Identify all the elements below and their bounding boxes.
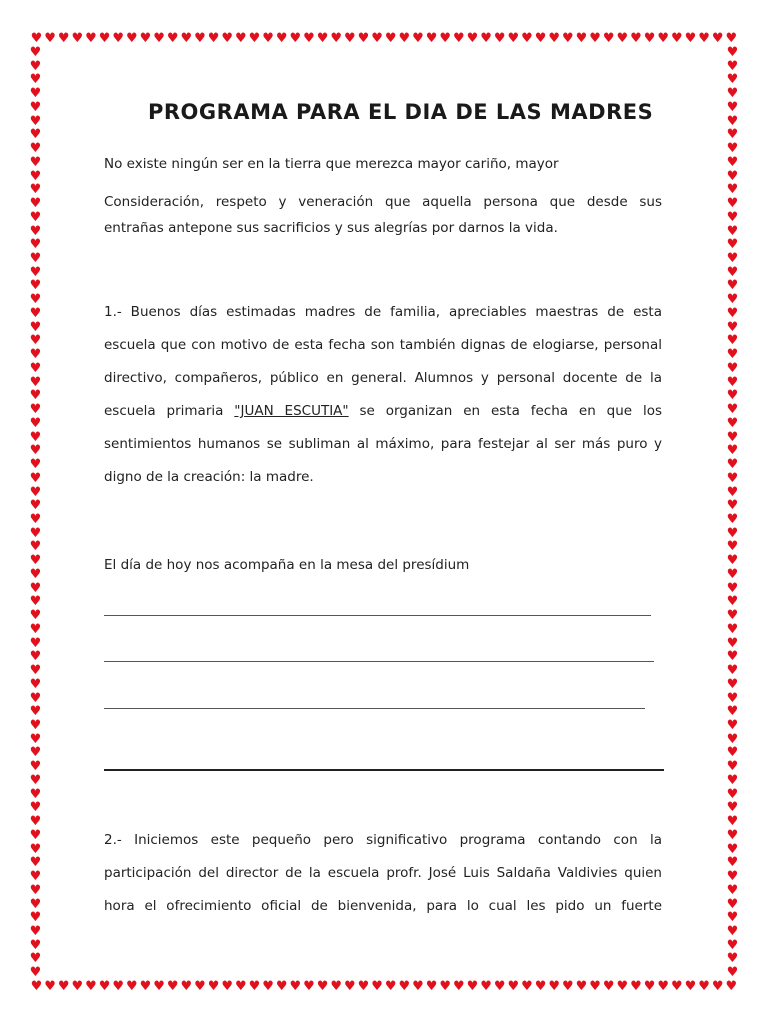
heart-icon: ♥ [575, 31, 588, 46]
p1-line-4-start: escuela primaria [104, 403, 235, 419]
heart-icon: ♥ [29, 113, 42, 129]
heart-icon: ♥ [29, 717, 42, 733]
blank-line-3 [104, 708, 645, 709]
presidium-text: El día de hoy nos acompaña en la mesa del presídium [104, 557, 470, 573]
heart-icon: ♥ [44, 979, 56, 994]
heart-icon: ♥ [29, 690, 42, 706]
heart-icon: ♥ [534, 31, 547, 46]
heart-icon: ♥ [726, 209, 739, 225]
heart-icon: ♥ [330, 979, 343, 994]
heart-icon: ♥ [29, 278, 42, 294]
heart-icon: ♥ [726, 635, 739, 651]
heart-icon: ♥ [289, 979, 302, 994]
heart-icon: ♥ [698, 31, 710, 46]
heart-icon: ♥ [29, 882, 42, 898]
heart-icon: ♥ [726, 223, 739, 239]
heart-icon: ♥ [207, 979, 220, 994]
heart-icon: ♥ [262, 31, 274, 46]
heart-icon: ♥ [57, 979, 70, 994]
heart-icon: ♥ [29, 443, 42, 459]
intro-paragraph [104, 189, 662, 241]
heart-icon: ♥ [29, 511, 42, 527]
p1-line-6: digno de la creación: la madre. [104, 469, 314, 485]
heart-border-top [30, 32, 738, 46]
heart-icon: ♥ [29, 484, 42, 500]
heart-icon: ♥ [493, 979, 506, 994]
heart-icon: ♥ [29, 676, 42, 692]
heart-icon: ♥ [589, 979, 601, 994]
heart-icon: ♥ [194, 979, 206, 994]
heart-icon: ♥ [412, 31, 424, 46]
heart-icon: ♥ [726, 154, 739, 170]
heart-icon: ♥ [726, 484, 739, 500]
heart-icon: ♥ [29, 457, 42, 473]
heart-icon: ♥ [29, 759, 42, 775]
heart-icon: ♥ [330, 31, 343, 46]
heart-icon: ♥ [29, 168, 42, 184]
heart-icon: ♥ [725, 31, 738, 46]
heart-icon: ♥ [207, 31, 220, 46]
heart-icon: ♥ [657, 979, 670, 994]
heart-icon: ♥ [493, 31, 506, 46]
school-name: "JUAN ESCUTIA" [234, 403, 349, 419]
heart-icon: ♥ [698, 979, 710, 994]
heart-icon: ♥ [29, 209, 42, 225]
heart-border-bottom [30, 980, 738, 994]
heart-icon: ♥ [384, 31, 397, 46]
heart-icon: ♥ [303, 31, 315, 46]
heart-icon: ♥ [726, 347, 739, 363]
heart-icon: ♥ [507, 979, 520, 994]
heart-icon: ♥ [726, 759, 739, 775]
heart-icon: ♥ [507, 31, 520, 46]
heart-icon: ♥ [439, 979, 452, 994]
heart-icon: ♥ [384, 979, 397, 994]
heart-icon: ♥ [262, 979, 274, 994]
heart-icon: ♥ [29, 855, 42, 871]
heart-icon: ♥ [71, 979, 84, 994]
heart-icon: ♥ [425, 979, 438, 994]
heart-icon: ♥ [726, 566, 739, 582]
heart-icon: ♥ [29, 539, 42, 555]
heart-icon: ♥ [29, 745, 42, 761]
heart-icon: ♥ [289, 31, 302, 46]
heart-icon: ♥ [29, 72, 42, 88]
heart-icon: ♥ [29, 415, 42, 431]
p2-line-3: hora el ofrecimiento oficial de bienvenida, para lo cual les pido un fuerte [104, 898, 662, 914]
heart-icon: ♥ [726, 196, 739, 212]
heart-icon: ♥ [221, 31, 234, 46]
intro-line-1: No existe ningún ser en la tierra que merezca mayor cariño, mayor [104, 156, 559, 172]
heart-icon: ♥ [548, 979, 561, 994]
heart-icon: ♥ [726, 951, 739, 967]
heart-icon: ♥ [657, 31, 670, 46]
heart-icon: ♥ [602, 979, 615, 994]
heart-icon: ♥ [139, 31, 152, 46]
heart-icon: ♥ [57, 31, 70, 46]
heart-icon: ♥ [726, 264, 739, 280]
heart-icon: ♥ [29, 388, 42, 404]
heart-icon: ♥ [726, 388, 739, 404]
heart-icon: ♥ [726, 800, 739, 816]
heart-icon: ♥ [29, 223, 42, 239]
heart-icon: ♥ [562, 31, 574, 46]
heart-icon: ♥ [357, 31, 370, 46]
heart-icon: ♥ [29, 360, 42, 376]
heart-icon: ♥ [412, 979, 424, 994]
heart-icon: ♥ [316, 31, 329, 46]
heart-icon: ♥ [29, 264, 42, 280]
heart-icon: ♥ [71, 31, 84, 46]
heart-icon: ♥ [534, 979, 547, 994]
heart-icon: ♥ [29, 154, 42, 170]
heart-icon: ♥ [453, 31, 465, 46]
heart-icon: ♥ [29, 663, 42, 679]
heart-icon: ♥ [726, 772, 739, 788]
heart-icon: ♥ [726, 553, 739, 569]
heart-icon: ♥ [29, 374, 42, 390]
heart-icon: ♥ [371, 31, 383, 46]
heart-icon: ♥ [480, 979, 492, 994]
p1-line-2: escuela que con motivo de esta fecha son también dignas de elogiarse, personal [104, 337, 662, 353]
heart-icon: ♥ [643, 979, 656, 994]
heart-icon: ♥ [548, 31, 561, 46]
document-title: PROGRAMA PARA EL DIA DE LAS MADRES [148, 100, 654, 124]
heart-icon: ♥ [726, 72, 739, 88]
heart-icon: ♥ [29, 580, 42, 596]
heart-icon: ♥ [726, 676, 739, 692]
heart-icon: ♥ [726, 663, 739, 679]
heart-icon: ♥ [29, 965, 42, 981]
heart-icon: ♥ [726, 924, 739, 939]
heart-icon: ♥ [726, 649, 739, 665]
heart-icon: ♥ [726, 786, 739, 802]
heart-icon: ♥ [29, 58, 42, 74]
heart-icon: ♥ [235, 979, 247, 994]
heart-icon: ♥ [726, 86, 739, 102]
heart-icon: ♥ [726, 374, 739, 390]
p2-line-1: 2.- Iniciemos este pequeño pero significativo programa contando con la [104, 832, 662, 848]
heart-icon: ♥ [29, 608, 42, 624]
heart-icon: ♥ [602, 31, 615, 46]
heart-icon: ♥ [726, 814, 739, 830]
heart-icon: ♥ [29, 566, 42, 582]
heart-icon: ♥ [589, 31, 601, 46]
heart-icon: ♥ [303, 979, 315, 994]
heart-icon: ♥ [221, 979, 234, 994]
heart-icon: ♥ [684, 979, 697, 994]
heart-icon: ♥ [139, 979, 152, 994]
heart-icon: ♥ [29, 649, 42, 665]
heart-icon: ♥ [29, 621, 42, 637]
heart-icon: ♥ [29, 827, 42, 843]
heart-icon: ♥ [30, 979, 43, 994]
heart-icon: ♥ [726, 127, 739, 143]
heart-icon: ♥ [29, 800, 42, 816]
heart-icon: ♥ [29, 553, 42, 569]
heart-icon: ♥ [726, 415, 739, 431]
heart-icon: ♥ [98, 31, 111, 46]
p1-line-5: sentimientos humanos se subliman al máximo, para festejar al ser más puro y [104, 436, 662, 452]
heart-icon: ♥ [726, 182, 739, 198]
heart-icon: ♥ [357, 979, 370, 994]
heart-icon: ♥ [29, 237, 42, 253]
heart-icon: ♥ [398, 31, 411, 46]
heart-icon: ♥ [684, 31, 697, 46]
heart-icon: ♥ [153, 31, 165, 46]
p1-line-4-end: se organizan en esta fecha en que los [348, 403, 662, 419]
heart-icon: ♥ [726, 58, 739, 74]
heart-icon: ♥ [726, 45, 739, 60]
heart-icon: ♥ [29, 937, 42, 953]
heart-icon: ♥ [85, 979, 97, 994]
heart-icon: ♥ [44, 31, 56, 46]
heart-icon: ♥ [98, 979, 111, 994]
heart-icon: ♥ [153, 979, 165, 994]
heart-icon: ♥ [166, 979, 179, 994]
heart-icon: ♥ [248, 31, 261, 46]
heart-icon: ♥ [726, 965, 739, 981]
heart-icon: ♥ [248, 979, 261, 994]
heart-icon: ♥ [726, 402, 739, 418]
heart-icon: ♥ [726, 168, 739, 184]
p1-line-1: 1.- Buenos días estimadas madres de familia, apreciables maestras de esta [104, 304, 662, 320]
heart-icon: ♥ [29, 305, 42, 321]
p2-line-2: participación del director de la escuela profr. José Luis Saldaña Valdivies quien [104, 865, 662, 881]
heart-icon: ♥ [726, 292, 739, 308]
heart-icon: ♥ [29, 704, 42, 720]
heart-icon: ♥ [726, 319, 739, 335]
heart-icon: ♥ [29, 251, 42, 267]
heart-icon: ♥ [726, 251, 739, 267]
heart-icon: ♥ [126, 979, 138, 994]
heart-icon: ♥ [726, 99, 739, 115]
heart-icon: ♥ [466, 979, 479, 994]
heart-icon: ♥ [480, 31, 492, 46]
heart-icon: ♥ [29, 869, 42, 885]
heart-icon: ♥ [726, 937, 739, 953]
heart-icon: ♥ [29, 196, 42, 212]
heart-icon: ♥ [466, 31, 479, 46]
heart-icon: ♥ [726, 621, 739, 637]
heart-icon: ♥ [29, 141, 42, 157]
intro-line-2: Consideración, respeto y veneración que aquella persona que desde sus [104, 194, 662, 210]
heart-icon: ♥ [29, 333, 42, 349]
blank-line-2 [104, 661, 654, 662]
heart-icon: ♥ [344, 31, 356, 46]
heart-icon: ♥ [29, 347, 42, 363]
p1-line-3: directivo, compañeros, público en general. Alumnos y personal docente de la [104, 370, 662, 386]
heart-icon: ♥ [29, 99, 42, 115]
heart-icon: ♥ [726, 896, 739, 912]
heart-icon: ♥ [29, 594, 42, 610]
heart-icon: ♥ [726, 237, 739, 253]
heart-icon: ♥ [29, 86, 42, 102]
heart-icon: ♥ [521, 979, 533, 994]
heart-icon: ♥ [711, 31, 724, 46]
heart-icon: ♥ [726, 278, 739, 294]
heart-icon: ♥ [29, 772, 42, 788]
heart-icon: ♥ [29, 951, 42, 967]
heart-icon: ♥ [29, 182, 42, 198]
heart-icon: ♥ [726, 457, 739, 473]
heart-icon: ♥ [29, 429, 42, 445]
heart-icon: ♥ [126, 31, 138, 46]
heart-icon: ♥ [726, 841, 739, 857]
heart-icon: ♥ [643, 31, 656, 46]
heart-icon: ♥ [29, 841, 42, 857]
heart-icon: ♥ [726, 910, 739, 926]
heart-icon: ♥ [29, 896, 42, 912]
heart-icon: ♥ [671, 31, 683, 46]
heart-icon: ♥ [726, 745, 739, 761]
paragraph-2 [104, 824, 662, 923]
heart-icon: ♥ [398, 979, 411, 994]
blank-line-4 [104, 769, 664, 771]
heart-icon: ♥ [726, 690, 739, 706]
heart-icon: ♥ [453, 979, 465, 994]
heart-icon: ♥ [344, 979, 356, 994]
heart-icon: ♥ [166, 31, 179, 46]
heart-icon: ♥ [180, 979, 193, 994]
heart-icon: ♥ [521, 31, 533, 46]
heart-icon: ♥ [275, 31, 288, 46]
heart-icon: ♥ [726, 141, 739, 157]
heart-icon: ♥ [112, 979, 125, 994]
blank-line-1 [104, 615, 651, 616]
heart-icon: ♥ [85, 31, 97, 46]
heart-icon: ♥ [726, 498, 739, 514]
heart-icon: ♥ [235, 31, 247, 46]
heart-icon: ♥ [439, 31, 452, 46]
heart-icon: ♥ [616, 979, 629, 994]
heart-icon: ♥ [562, 979, 574, 994]
heart-icon: ♥ [29, 292, 42, 308]
heart-icon: ♥ [671, 979, 683, 994]
heart-icon: ♥ [180, 31, 193, 46]
heart-border-left [29, 46, 43, 980]
heart-icon: ♥ [726, 580, 739, 596]
heart-icon: ♥ [726, 704, 739, 720]
heart-icon: ♥ [726, 443, 739, 459]
heart-icon: ♥ [726, 731, 739, 747]
heart-icon: ♥ [726, 525, 739, 541]
heart-icon: ♥ [726, 113, 739, 129]
heart-icon: ♥ [726, 429, 739, 445]
heart-icon: ♥ [29, 45, 42, 60]
heart-icon: ♥ [29, 786, 42, 802]
heart-icon: ♥ [29, 498, 42, 514]
paragraph-1 [104, 296, 662, 494]
heart-icon: ♥ [726, 333, 739, 349]
heart-icon: ♥ [630, 31, 642, 46]
heart-icon: ♥ [29, 319, 42, 335]
heart-icon: ♥ [29, 525, 42, 541]
heart-icon: ♥ [29, 402, 42, 418]
heart-icon: ♥ [425, 31, 438, 46]
heart-icon: ♥ [726, 594, 739, 610]
heart-icon: ♥ [29, 731, 42, 747]
heart-icon: ♥ [29, 910, 42, 926]
heart-icon: ♥ [29, 924, 42, 939]
heart-icon: ♥ [711, 979, 724, 994]
heart-icon: ♥ [726, 470, 739, 486]
intro-line-3: entrañas antepone sus sacrificios y sus alegrías por darnos la vida. [104, 220, 558, 236]
heart-icon: ♥ [726, 827, 739, 843]
heart-icon: ♥ [371, 979, 383, 994]
intro-paragraph-first-line [104, 148, 662, 181]
heart-icon: ♥ [726, 360, 739, 376]
heart-icon: ♥ [616, 31, 629, 46]
heart-icon: ♥ [316, 979, 329, 994]
heart-icon: ♥ [29, 635, 42, 651]
heart-icon: ♥ [29, 470, 42, 486]
heart-icon: ♥ [726, 869, 739, 885]
heart-icon: ♥ [726, 539, 739, 555]
heart-icon: ♥ [30, 31, 43, 46]
heart-icon: ♥ [630, 979, 642, 994]
heart-icon: ♥ [726, 717, 739, 733]
heart-border-right [726, 46, 740, 980]
heart-icon: ♥ [726, 608, 739, 624]
heart-icon: ♥ [29, 814, 42, 830]
heart-icon: ♥ [726, 305, 739, 321]
heart-icon: ♥ [275, 979, 288, 994]
heart-icon: ♥ [29, 127, 42, 143]
heart-icon: ♥ [725, 979, 738, 994]
heart-icon: ♥ [112, 31, 125, 46]
heart-icon: ♥ [194, 31, 206, 46]
heart-icon: ♥ [726, 511, 739, 527]
presidium-paragraph [104, 549, 662, 582]
p1-line-4 [104, 395, 662, 428]
heart-icon: ♥ [726, 855, 739, 871]
heart-icon: ♥ [726, 882, 739, 898]
heart-icon: ♥ [575, 979, 588, 994]
